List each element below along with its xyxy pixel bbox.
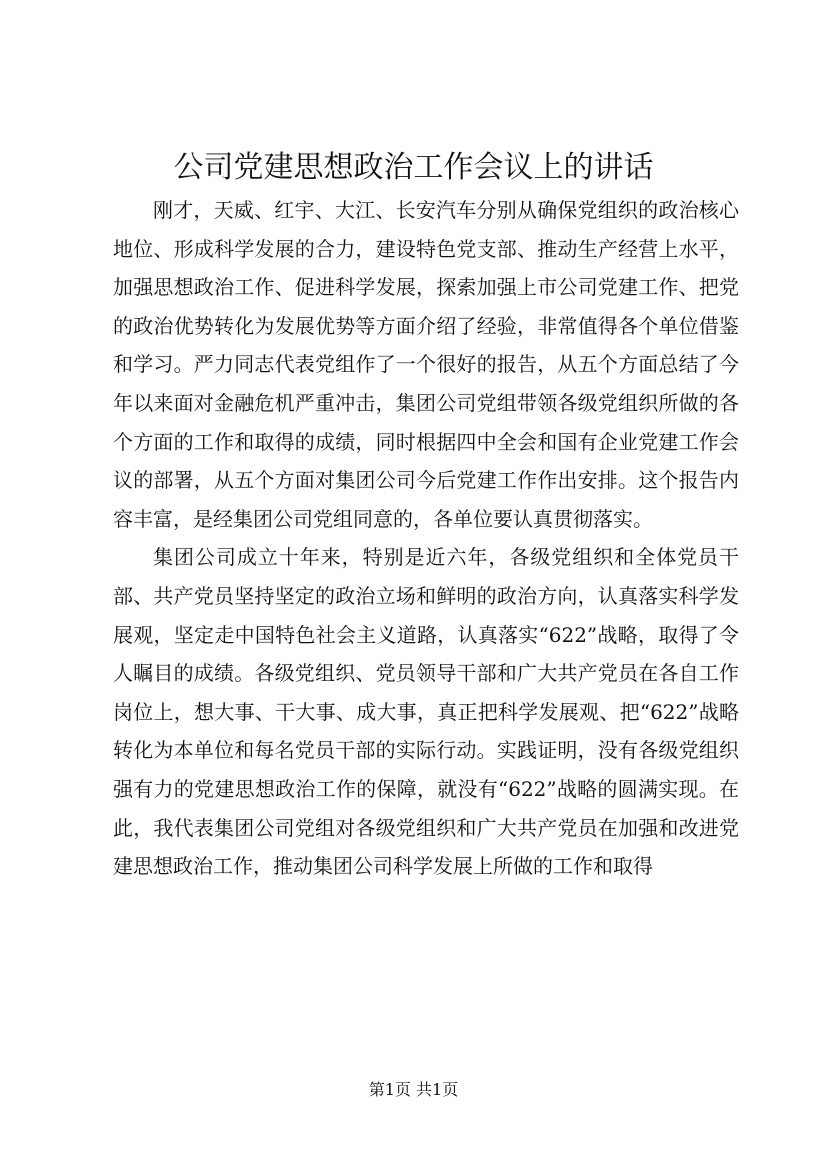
document-title: 公司党建思想政治工作会议上的讲话: [173, 150, 654, 185]
document-body: [113, 191, 739, 886]
page-footer: 第1页 共1页: [368, 1080, 459, 1099]
paragraph-1: 刚才，天威、红宇、大江、长安汽车分别从确保党组织的政治核心地位、形成科学发展的合力，建设特色党支部、推动生产经营上水平，加强思想政治工作、促进科学发展，探索加强上市公司党建工作、把党的政治优势转化为发展优势等方面介绍了经验，非常值得各个单位借鉴和学习。严力同志代表党组作了一个很好的报告，从五个方面总结了今年以来面对金融危机严重冲击，集团公司党组带领各级党组织所做的各个方面的工作和取得的成绩，同时根据四中全会和国有企业党建工作会议的部署，从五个方面对集团公司今后党建工作作出安排。这个报告内容丰富，是经集团公司党组同意的，各单位要认真贯彻落实。: [113, 198, 739, 531]
paragraph-2: 集团公司成立十年来，特别是近六年，各级党组织和全体党员干部、共产党员坚持坚定的政治立场和鲜明的政治方向，认真落实科学发展观，坚定走中国特色社会主义道路，认真落实“622”战略，取得了令人瞩目的成绩。各级党组织、党员领导干部和广大共产党员在各自工作岗位上，想大事、干大事、成大事，真正把科学发展观、把“622”战略转化为本单位和每名党员干部的实际行动。实践证明，没有各级党组织强有力的党建思想政治工作的保障，就没有“622”战略的圆满实现。在此，我代表集团公司党组对各级党组织和广大共产党员在加强和改进党建思想政治工作，推动集团公司科学发展上所做的工作和取得: [113, 545, 739, 879]
